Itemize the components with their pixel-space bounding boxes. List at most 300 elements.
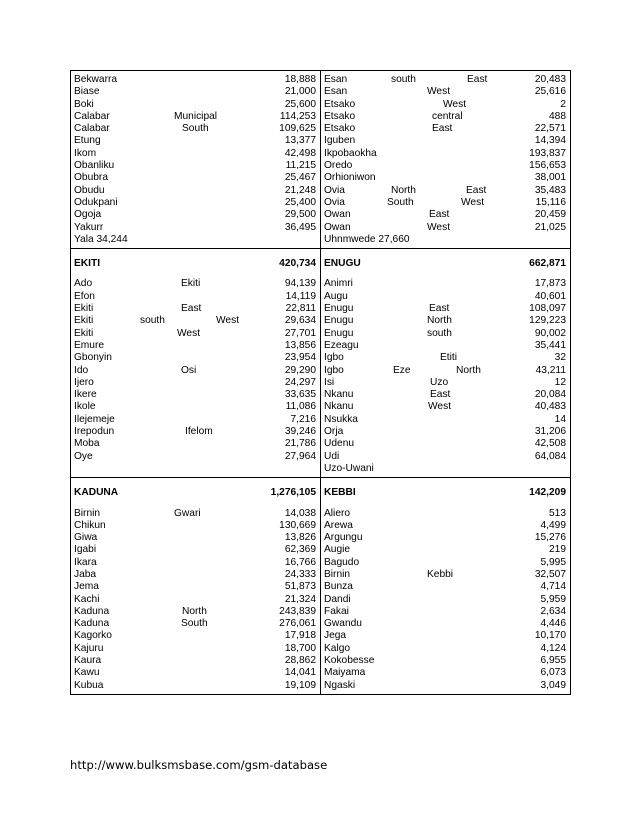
- lga-row: [324, 209, 566, 221]
- lga-row: [74, 401, 316, 413]
- state-name: ENUGU: [324, 258, 361, 270]
- lga-name: Bekwarra: [74, 74, 118, 85]
- lga-row: [324, 508, 566, 520]
- lga-row: [324, 630, 566, 642]
- lga-name-part: West: [177, 327, 201, 339]
- lga-name-part: South: [387, 196, 414, 208]
- lga-name-part: Etiti: [440, 352, 457, 364]
- lga-row: [74, 315, 316, 327]
- lga-name: Bunza: [324, 581, 353, 593]
- lga-name: Ngaski: [324, 679, 356, 691]
- lga-value: 25,467: [284, 172, 316, 184]
- lga-value: 108,097: [529, 303, 566, 315]
- lga-row: [74, 594, 316, 606]
- lga-name: Ilejemeje: [74, 413, 115, 425]
- lga-value: 35,441: [534, 339, 566, 351]
- lga-row: [74, 606, 316, 618]
- state-total: 142,209: [529, 487, 566, 499]
- lga-name: Nsukka: [324, 413, 358, 425]
- lga-name-part: West: [461, 196, 485, 208]
- lga-name: Igabi: [74, 544, 97, 556]
- lga-name: Etung: [74, 135, 101, 147]
- lga-value: 22,811: [285, 303, 316, 315]
- lga-name: Owan: [324, 221, 351, 233]
- lga-name: Kalgo: [324, 642, 351, 654]
- lga-name-part: south: [391, 74, 416, 85]
- lga-name: Ado: [74, 278, 93, 290]
- lga-value: 6,955: [540, 655, 566, 667]
- lga-name: Kokobesse: [324, 655, 375, 667]
- lga-value: 16,766: [284, 556, 316, 568]
- document-page: [70, 70, 568, 695]
- lga-name: Isi: [324, 376, 335, 388]
- lga-row: [324, 606, 566, 618]
- lga-list: [71, 508, 320, 694]
- lga-name: Giwa: [74, 532, 98, 544]
- lga-value: 513: [549, 507, 566, 519]
- lga-value: 5,959: [540, 593, 566, 605]
- lga-row: [74, 209, 316, 221]
- lga-name: Uzo-Uwani: [324, 462, 374, 474]
- lga-value: 21,786: [284, 438, 316, 450]
- lga-value: 11,086: [285, 401, 316, 413]
- lga-name: Udi: [324, 450, 340, 462]
- lga-name: Moba: [74, 438, 100, 450]
- lga-row: [324, 377, 566, 389]
- state-header: [71, 478, 320, 507]
- lga-value: 219: [549, 544, 566, 556]
- lga-name: Igbo: [324, 352, 344, 364]
- lga-row: [74, 643, 316, 655]
- state-header: [321, 249, 570, 278]
- lga-row: [74, 365, 316, 377]
- lga-row: [324, 438, 566, 450]
- lga-row: [74, 451, 316, 463]
- lga-row: [324, 291, 566, 303]
- lga-name-part: South: [181, 618, 208, 630]
- lga-row: [74, 222, 316, 234]
- lga-name: Arewa: [324, 519, 353, 531]
- lga-row: [324, 401, 566, 413]
- lga-row: [74, 655, 316, 667]
- lga-name: Animri: [324, 278, 353, 290]
- population-table: [70, 70, 571, 695]
- lga-value: 14,041: [284, 667, 316, 679]
- lga-value: 21,324: [284, 593, 316, 605]
- lga-value: 36,495: [284, 221, 316, 233]
- lga-row: [324, 340, 566, 352]
- lga-name: Aliero: [324, 507, 351, 519]
- lga-value: 13,826: [284, 532, 316, 544]
- lga-name: Kajuru: [74, 642, 104, 654]
- lga-value: 29,500: [284, 209, 316, 221]
- lga-name-part: central: [432, 110, 463, 122]
- lga-name-part: East: [432, 123, 453, 135]
- lga-name-part: West: [216, 315, 240, 327]
- lga-row: [324, 532, 566, 544]
- lga-value: 13,377: [284, 135, 316, 147]
- lga-row: [74, 234, 316, 246]
- lga-name-part: North: [427, 315, 452, 327]
- lga-value: 10,170: [534, 630, 566, 642]
- lga-row: [324, 544, 566, 556]
- lga-name: Odukpani: [74, 196, 118, 208]
- lga-name: Fakai: [324, 605, 349, 617]
- lga-name: Kachi: [74, 593, 100, 605]
- lga-value: 20,483: [534, 74, 566, 85]
- lga-value: 109,625: [279, 123, 316, 135]
- lga-name: Kubua: [74, 679, 104, 691]
- lga-value: 31,206: [534, 426, 566, 438]
- lga-row: [324, 197, 566, 209]
- lga-value: 14,394: [534, 135, 566, 147]
- lga-row: [324, 463, 566, 475]
- lga-row: [324, 581, 566, 593]
- lga-row: [74, 630, 316, 642]
- lga-row: [74, 532, 316, 544]
- lga-name: Obubra: [74, 172, 108, 184]
- lga-name-part: Gwari: [174, 507, 201, 519]
- lga-name-part: West: [428, 401, 452, 413]
- lga-value: 4,499: [540, 519, 566, 531]
- lga-row: [74, 618, 316, 630]
- lga-name: Emure: [74, 339, 105, 351]
- lga-name-part: West: [443, 98, 467, 110]
- lga-value: 15,116: [535, 196, 566, 208]
- lga-value: 4,124: [540, 642, 566, 654]
- lga-value: 14: [554, 413, 566, 425]
- lga-name-part: south: [140, 315, 165, 327]
- lga-name: Ikole: [74, 401, 96, 413]
- state-block: [71, 249, 321, 478]
- lga-name-part: East: [466, 184, 487, 196]
- lga-name: Gwandu: [324, 618, 362, 630]
- lga-name: Ido: [74, 364, 89, 376]
- lga-value: 14,038: [284, 507, 316, 519]
- lga-row: [74, 569, 316, 581]
- lga-name-part: south: [427, 327, 452, 339]
- lga-name: Udenu: [324, 438, 355, 450]
- lga-value: 25,600: [284, 98, 316, 110]
- lga-value: 27,701: [284, 327, 316, 339]
- lga-name: Ovia: [324, 184, 345, 196]
- lga-name: Kawu: [74, 667, 100, 679]
- lga-row: [74, 328, 316, 340]
- lga-value: 29,634: [284, 315, 316, 327]
- lga-value: 488: [549, 110, 566, 122]
- lga-name-part: Municipal: [174, 110, 218, 122]
- lga-name: Enugu: [324, 303, 354, 315]
- lga-value: 19,109: [284, 679, 316, 691]
- lga-name: Calabar: [74, 110, 110, 122]
- state-section-row: [71, 249, 571, 478]
- lga-row: [324, 74, 566, 86]
- lga-name: Uhnmwede 27,660: [324, 233, 410, 245]
- lga-name: Ekiti: [74, 327, 94, 339]
- lga-name-part: West: [427, 221, 451, 233]
- lga-value: 20,084: [534, 389, 566, 401]
- lga-list: [321, 71, 570, 248]
- lga-row: [324, 278, 566, 290]
- lga-name: Argungu: [324, 532, 363, 544]
- lga-row: [324, 594, 566, 606]
- lga-row: [74, 508, 316, 520]
- state-section-row: [71, 478, 571, 695]
- lga-list: [321, 508, 570, 694]
- footer-url[interactable]: http://www.bulksmsbase.com/gsm-database: [70, 758, 328, 772]
- lga-value: 2: [560, 98, 566, 110]
- lga-name: Enugu: [324, 315, 354, 327]
- lga-name-part: East: [429, 303, 450, 315]
- lga-value: 2,634: [540, 605, 566, 617]
- lga-value: 15,276: [534, 532, 566, 544]
- state-name: KEBBI: [324, 487, 356, 499]
- lga-row: [324, 148, 566, 160]
- lga-row: [324, 234, 566, 246]
- lga-value: 18,888: [284, 74, 316, 85]
- lga-row: [324, 303, 566, 315]
- lga-value: 38,001: [534, 172, 566, 184]
- lga-row: [324, 451, 566, 463]
- lga-value: 4,714: [540, 581, 566, 593]
- state-name: EKITI: [74, 258, 101, 270]
- lga-value: 12: [554, 376, 566, 388]
- lga-value: 94,139: [284, 278, 316, 290]
- lga-name: Kaura: [74, 655, 102, 667]
- lga-value: 21,248: [284, 184, 316, 196]
- lga-row: [324, 680, 566, 692]
- lga-name: Biase: [74, 86, 100, 98]
- lga-value: 23,954: [284, 352, 316, 364]
- lga-row: [74, 111, 316, 123]
- lga-row: [74, 680, 316, 692]
- lga-value: 17,918: [284, 630, 316, 642]
- lga-name: Jaba: [74, 568, 97, 580]
- lga-name: Enugu: [324, 327, 354, 339]
- lga-name: Ikpobaokha: [324, 147, 377, 159]
- lga-value: 32: [554, 352, 566, 364]
- lga-value: 130,669: [279, 519, 316, 531]
- lga-value: 5,995: [540, 556, 566, 568]
- lga-row: [74, 86, 316, 98]
- lga-row: [324, 172, 566, 184]
- lga-list: [321, 278, 570, 477]
- lga-value: 4,446: [540, 618, 566, 630]
- lga-name: Ezeagu: [324, 339, 359, 351]
- lga-row: [74, 414, 316, 426]
- lga-name-part: North: [391, 184, 416, 196]
- lga-name-part: Ekiti: [181, 278, 201, 290]
- lga-row: [74, 340, 316, 352]
- lga-row: [74, 438, 316, 450]
- lga-row: [74, 74, 316, 86]
- lga-name-part: Osi: [181, 364, 197, 376]
- lga-value: 6,073: [540, 667, 566, 679]
- lga-name: Maiyama: [324, 667, 366, 679]
- lga-name: Nkanu: [324, 401, 354, 413]
- lga-name-part: North: [456, 364, 481, 376]
- lga-name: Chikun: [74, 519, 106, 531]
- lga-row: [74, 667, 316, 679]
- lga-name-part: Eze: [393, 364, 411, 376]
- state-block: [321, 71, 571, 249]
- lga-name: Ikom: [74, 147, 97, 159]
- lga-value: 42,498: [284, 147, 316, 159]
- lga-row: [324, 365, 566, 377]
- lga-value: 35,483: [534, 184, 566, 196]
- lga-row: [74, 581, 316, 593]
- lga-row: [324, 426, 566, 438]
- lga-name: Esan: [324, 86, 348, 98]
- lga-row: [324, 315, 566, 327]
- lga-value: 20,459: [534, 209, 566, 221]
- lga-row: [324, 111, 566, 123]
- lga-row: [324, 86, 566, 98]
- lga-name: Yakurr: [74, 221, 104, 233]
- lga-name-part: East: [467, 74, 488, 85]
- lga-value: 51,873: [284, 581, 316, 593]
- lga-value: 11,215: [285, 160, 316, 172]
- state-block: [321, 249, 571, 478]
- lga-row: [324, 99, 566, 111]
- lga-row: [324, 655, 566, 667]
- lga-row: [324, 569, 566, 581]
- lga-row: [74, 377, 316, 389]
- state-section-row: [71, 71, 571, 249]
- state-block: [71, 71, 321, 249]
- lga-name: Augie: [324, 544, 351, 556]
- lga-value: 28,862: [284, 655, 316, 667]
- lga-row: [74, 291, 316, 303]
- lga-name: Augu: [324, 290, 348, 302]
- lga-name: Kagorko: [74, 630, 112, 642]
- lga-name: Jema: [74, 581, 99, 593]
- lga-value: 129,223: [529, 315, 566, 327]
- lga-name: Etsako: [324, 123, 356, 135]
- lga-row: [74, 544, 316, 556]
- lga-name: Obudu: [74, 184, 105, 196]
- lga-name: Orhioniwon: [324, 172, 376, 184]
- lga-name-part: Ifelom: [185, 426, 213, 438]
- lga-name: Kaduna: [74, 605, 110, 617]
- lga-row: [74, 389, 316, 401]
- lga-row: [324, 135, 566, 147]
- lga-value: 32,507: [534, 568, 566, 580]
- lga-value: 24,297: [284, 376, 316, 388]
- lga-row: [324, 557, 566, 569]
- lga-name: Irepodun: [74, 426, 115, 438]
- lga-value: 14,119: [285, 290, 316, 302]
- lga-value: 276,061: [279, 618, 316, 630]
- lga-name: Nkanu: [324, 389, 354, 401]
- lga-name-part: North: [182, 605, 207, 617]
- lga-name: Efon: [74, 290, 95, 302]
- lga-name: Jega: [324, 630, 347, 642]
- lga-value: 21,000: [284, 86, 316, 98]
- lga-name: Kaduna: [74, 618, 110, 630]
- lga-name: Etsako: [324, 110, 356, 122]
- lga-name: Owan: [324, 209, 351, 221]
- state-total: 662,871: [529, 258, 566, 270]
- lga-value: 39,246: [284, 426, 316, 438]
- lga-value: 24,333: [284, 568, 316, 580]
- lga-value: 3,049: [540, 679, 566, 691]
- lga-value: 114,253: [279, 110, 316, 122]
- lga-value: 42,508: [534, 438, 566, 450]
- state-header: [71, 249, 320, 278]
- lga-list: [71, 71, 320, 248]
- lga-name: Ikara: [74, 556, 97, 568]
- state-name: KADUNA: [74, 487, 119, 499]
- lga-value: 40,601: [534, 290, 566, 302]
- state-header: [321, 478, 570, 507]
- lga-value: 25,616: [534, 86, 566, 98]
- lga-value: 64,084: [534, 450, 566, 462]
- lga-name: Ijero: [74, 376, 94, 388]
- state-total: 1,276,105: [270, 487, 316, 499]
- lga-row: [74, 352, 316, 364]
- lga-value: 43,211: [535, 364, 566, 376]
- lga-value: 62,369: [284, 544, 316, 556]
- lga-name: Boki: [74, 98, 94, 110]
- lga-name: Orja: [324, 426, 344, 438]
- lga-name: Bagudo: [324, 556, 360, 568]
- state-block: [321, 478, 571, 695]
- lga-row: [324, 185, 566, 197]
- lga-row: [74, 185, 316, 197]
- lga-row: [74, 160, 316, 172]
- lga-name: Oye: [74, 450, 93, 462]
- lga-name: Dandi: [324, 593, 351, 605]
- lga-name: Gbonyin: [74, 352, 112, 364]
- lga-row: [324, 643, 566, 655]
- lga-row: [324, 389, 566, 401]
- lga-row: [74, 426, 316, 438]
- lga-row: [74, 148, 316, 160]
- lga-value: 243,839: [279, 605, 316, 617]
- lga-name: Esan: [324, 74, 348, 85]
- lga-name-part: East: [429, 209, 450, 221]
- lga-value: 193,837: [529, 147, 566, 159]
- lga-value: 25,400: [284, 196, 316, 208]
- lga-name: Yala 34,244: [74, 233, 128, 245]
- lga-name: Ogoja: [74, 209, 102, 221]
- lga-name-part: West: [427, 86, 451, 98]
- lga-value: 18,700: [284, 642, 316, 654]
- lga-row: [74, 135, 316, 147]
- lga-name: Calabar: [74, 123, 110, 135]
- lga-value: 33,635: [284, 389, 316, 401]
- state-block: [71, 478, 321, 695]
- lga-name-part: Kebbi: [427, 568, 454, 580]
- lga-row: [74, 520, 316, 532]
- lga-name: Obanliku: [74, 160, 115, 172]
- lga-row: [324, 667, 566, 679]
- lga-value: 40,483: [534, 401, 566, 413]
- lga-value: 21,025: [534, 221, 566, 233]
- lga-value: 90,002: [534, 327, 566, 339]
- lga-name-part: Uzo: [430, 376, 449, 388]
- lga-value: 17,873: [534, 278, 566, 290]
- lga-row: [324, 123, 566, 135]
- lga-row: [74, 172, 316, 184]
- lga-name: Ekiti: [74, 315, 94, 327]
- lga-row: [324, 352, 566, 364]
- lga-name-part: East: [430, 389, 451, 401]
- lga-name: Ikere: [74, 389, 97, 401]
- state-total: 420,734: [279, 258, 316, 270]
- lga-row: [324, 520, 566, 532]
